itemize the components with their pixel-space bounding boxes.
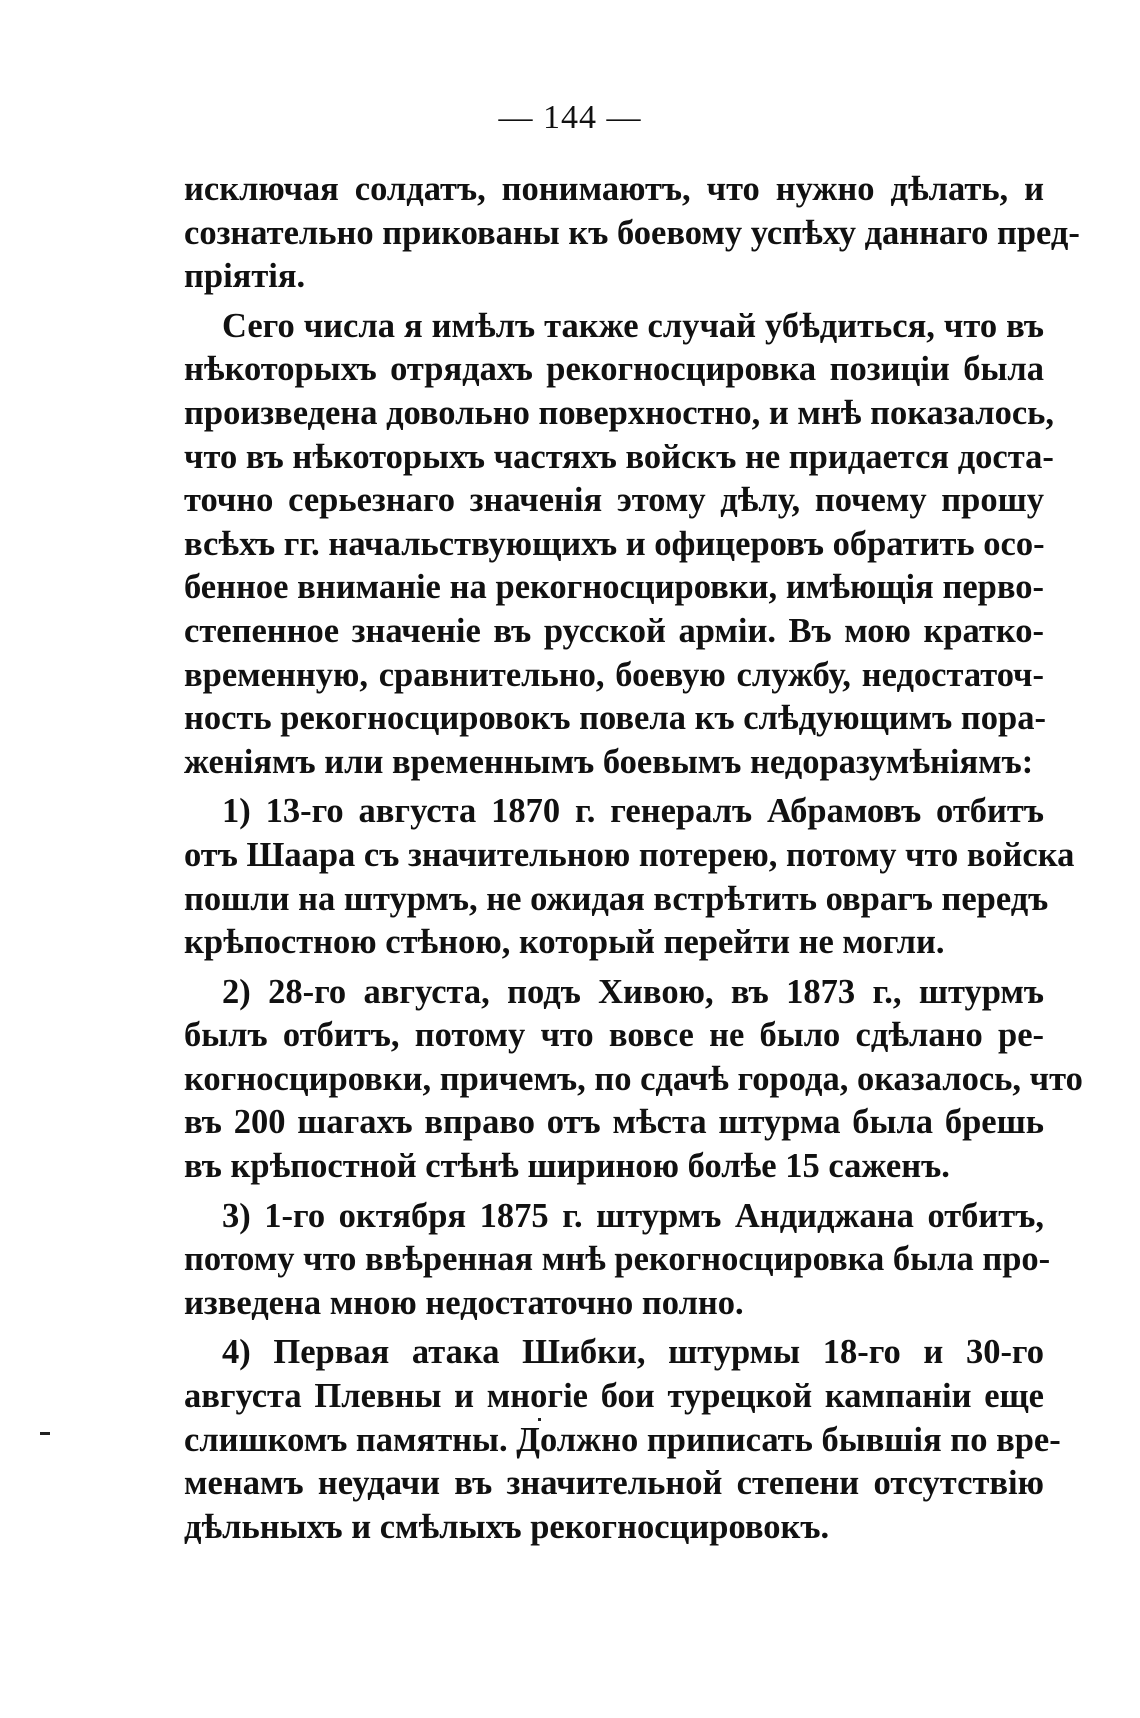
text-line: пріятія. [184, 257, 306, 296]
text-line: 3) 1-го октября 1875 г. штурмъ Андиджана отбитъ, [222, 1196, 1044, 1235]
paragraph [184, 305, 1055, 785]
paragraph [184, 168, 1080, 299]
text-line: былъ отбитъ, потому что вовсе не было сдѣлано ре- [184, 1016, 1044, 1055]
text-line: ность рекогносцировокъ повела къ слѣдующимъ пора- [184, 699, 1046, 738]
paragraph [184, 1195, 1051, 1326]
text-line: бенное вниманіе на рекогносцировки, имѣющія перво- [184, 568, 1044, 607]
text-line: 2) 28-го августа, подъ Хивою, въ 1873 г., штурмъ [222, 972, 1044, 1011]
text-line: женіямъ или временнымъ боевымъ недоразумѣніямъ: [184, 742, 1034, 781]
text-line: слишкомъ памятны. Должно приписать бывшія по вре- [184, 1420, 1061, 1459]
text-line: произведена довольно поверхностно, и мнѣ показалось, [184, 393, 1055, 432]
text-line: менамъ неудачи въ значительной степени отсутствію [184, 1464, 1044, 1503]
text-line: пошли на штурмъ, не ожидая встрѣтить оврагъ передъ [184, 879, 1049, 918]
text-line: нѣкоторыхъ отрядахъ рекогносцировка позиціи была [184, 350, 1044, 389]
text-line: дѣльныхъ и смѣлыхъ рекогносцировокъ. [184, 1507, 830, 1546]
paragraph [184, 790, 1075, 964]
text-line: 1) 13-го августа 1870 г. генералъ Абрамовъ отбитъ [222, 792, 1044, 831]
text-line: Сего числа я имѣлъ также случай убѣдиться, что въ [222, 306, 1044, 345]
text-line: въ 200 шагахъ вправо отъ мѣста штурма была брешь [184, 1103, 1044, 1142]
paragraph [184, 1331, 1061, 1549]
scan-speck [538, 1418, 541, 1421]
body-text [184, 168, 1083, 1549]
text-line: 4) Первая атака Шибки, штурмы 18-го и 30-го [222, 1333, 1044, 1372]
text-line: когносцировки, причемъ, по сдачѣ города, оказалось, что [184, 1059, 1083, 1098]
text-line: августа Плевны и многіе бои турецкой кампаніи еще [184, 1377, 1044, 1416]
text-line: отъ Шаара съ значительною потерею, потому что войска [184, 835, 1075, 874]
text-line: изведена мною недостаточно полно. [184, 1283, 744, 1322]
text-line: потому что ввѣренная мнѣ рекогносцировка была про- [184, 1240, 1051, 1279]
text-line: крѣпостною стѣною, который перейти не могли. [184, 923, 945, 962]
paragraph [184, 971, 1083, 1189]
page-number: — 144 — [498, 99, 642, 136]
text-line: въ крѣпостной стѣнѣ шириною болѣе 15 саженъ. [184, 1147, 950, 1186]
text-line: исключая солдатъ, понимаютъ, что нужно дѣлать, и [184, 170, 1044, 208]
text-line: что въ нѣкоторыхъ частяхъ войскъ не придается доста- [184, 437, 1054, 476]
text-line: сознательно прикованы къ боевому успѣху даннаго пред- [184, 213, 1080, 252]
text-line: всѣхъ гг. начальствующихъ и офицеровъ обратить осо- [184, 524, 1045, 563]
text-line: временную, сравнительно, боевую службу, недостаточ- [184, 655, 1044, 694]
scan-speck [40, 1432, 50, 1435]
text-line: степенное значеніе въ русской арміи. Въ мою кратко- [184, 611, 1044, 650]
text-line: точно серьезнаго значенія этому дѣлу, почему прошу [184, 481, 1044, 520]
